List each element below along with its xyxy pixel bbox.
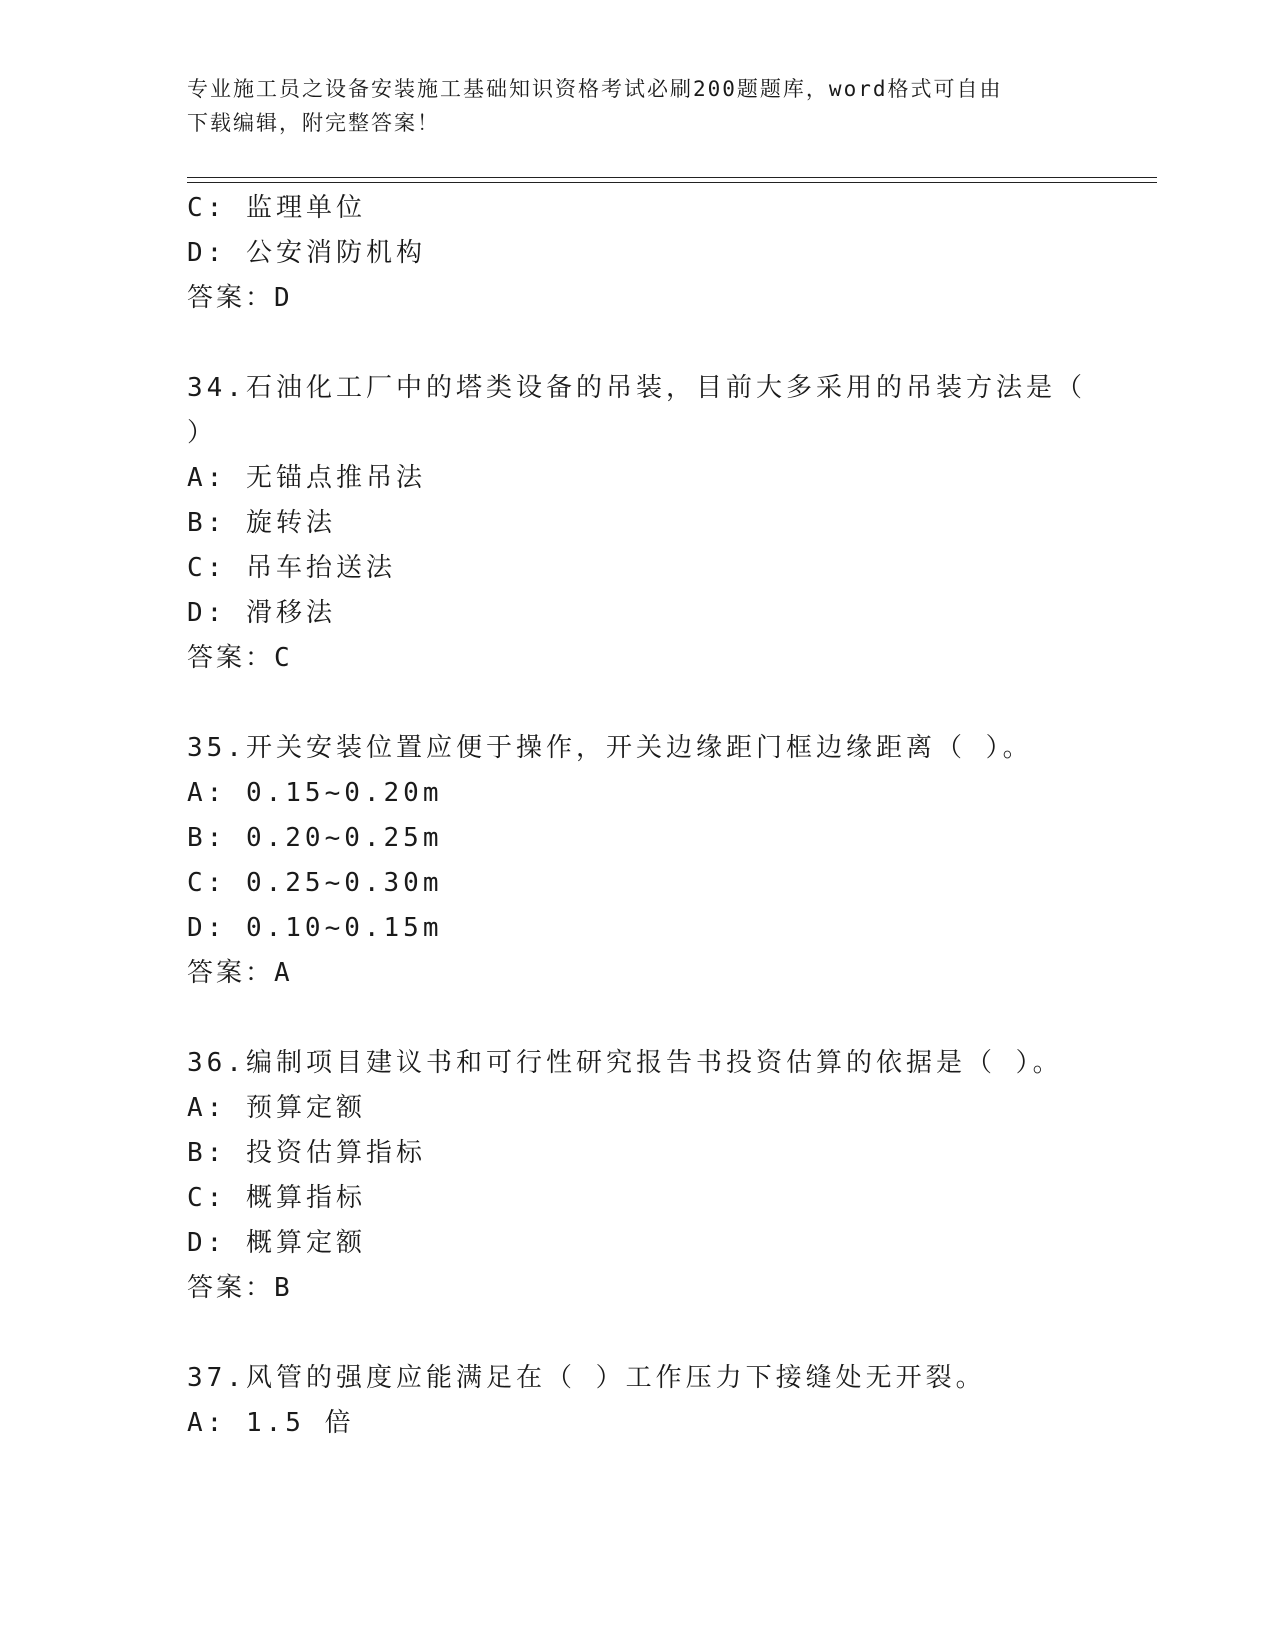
option-line: B: 0.20~0.25m <box>187 823 443 853</box>
question-line-cont: ） <box>187 418 218 448</box>
question-line: 34.石油化工厂中的塔类设备的吊装，目前大多采用的吊装方法是（ <box>187 373 1086 403</box>
option-line: A: 0.15~0.20m <box>187 778 443 808</box>
header-rule-top <box>187 177 1157 178</box>
header-line-1: 专业施工员之设备安装施工基础知识资格考试必刷200题题库，word格式可自由 <box>187 77 1003 101</box>
option-line: A: 无锚点推吊法 <box>187 463 426 493</box>
question-line: 36.编制项目建议书和可行性研究报告书投资估算的依据是（ ）。 <box>187 1048 1063 1078</box>
option-line: A: 预算定额 <box>187 1093 366 1123</box>
answer-line: 答案：D <box>187 283 293 313</box>
answer-line: 答案：A <box>187 958 293 988</box>
header-rule-bottom <box>187 182 1157 183</box>
option-line: C: 监理单位 <box>187 193 366 223</box>
option-line: D: 公安消防机构 <box>187 238 426 268</box>
answer-line: 答案：B <box>187 1273 293 1303</box>
option-line: B: 投资估算指标 <box>187 1138 426 1168</box>
header-line-2: 下载编辑，附完整答案！ <box>187 111 440 135</box>
option-line: D: 滑移法 <box>187 598 336 628</box>
document-header <box>187 72 1087 140</box>
option-line: A: 1.5 倍 <box>187 1408 355 1438</box>
option-line: C: 吊车抬送法 <box>187 553 396 583</box>
option-line: C: 概算指标 <box>187 1183 366 1213</box>
option-line: D: 概算定额 <box>187 1228 366 1258</box>
answer-line: 答案：C <box>187 643 293 673</box>
option-line: B: 旋转法 <box>187 508 336 538</box>
question-line: 35.开关安装位置应便于操作，开关边缘距门框边缘距离（ ）。 <box>187 733 1033 763</box>
option-line: D: 0.10~0.15m <box>187 913 443 943</box>
question-line: 37.风管的强度应能满足在（ ）工作压力下接缝处无开裂。 <box>187 1363 986 1393</box>
option-line: C: 0.25~0.30m <box>187 868 443 898</box>
